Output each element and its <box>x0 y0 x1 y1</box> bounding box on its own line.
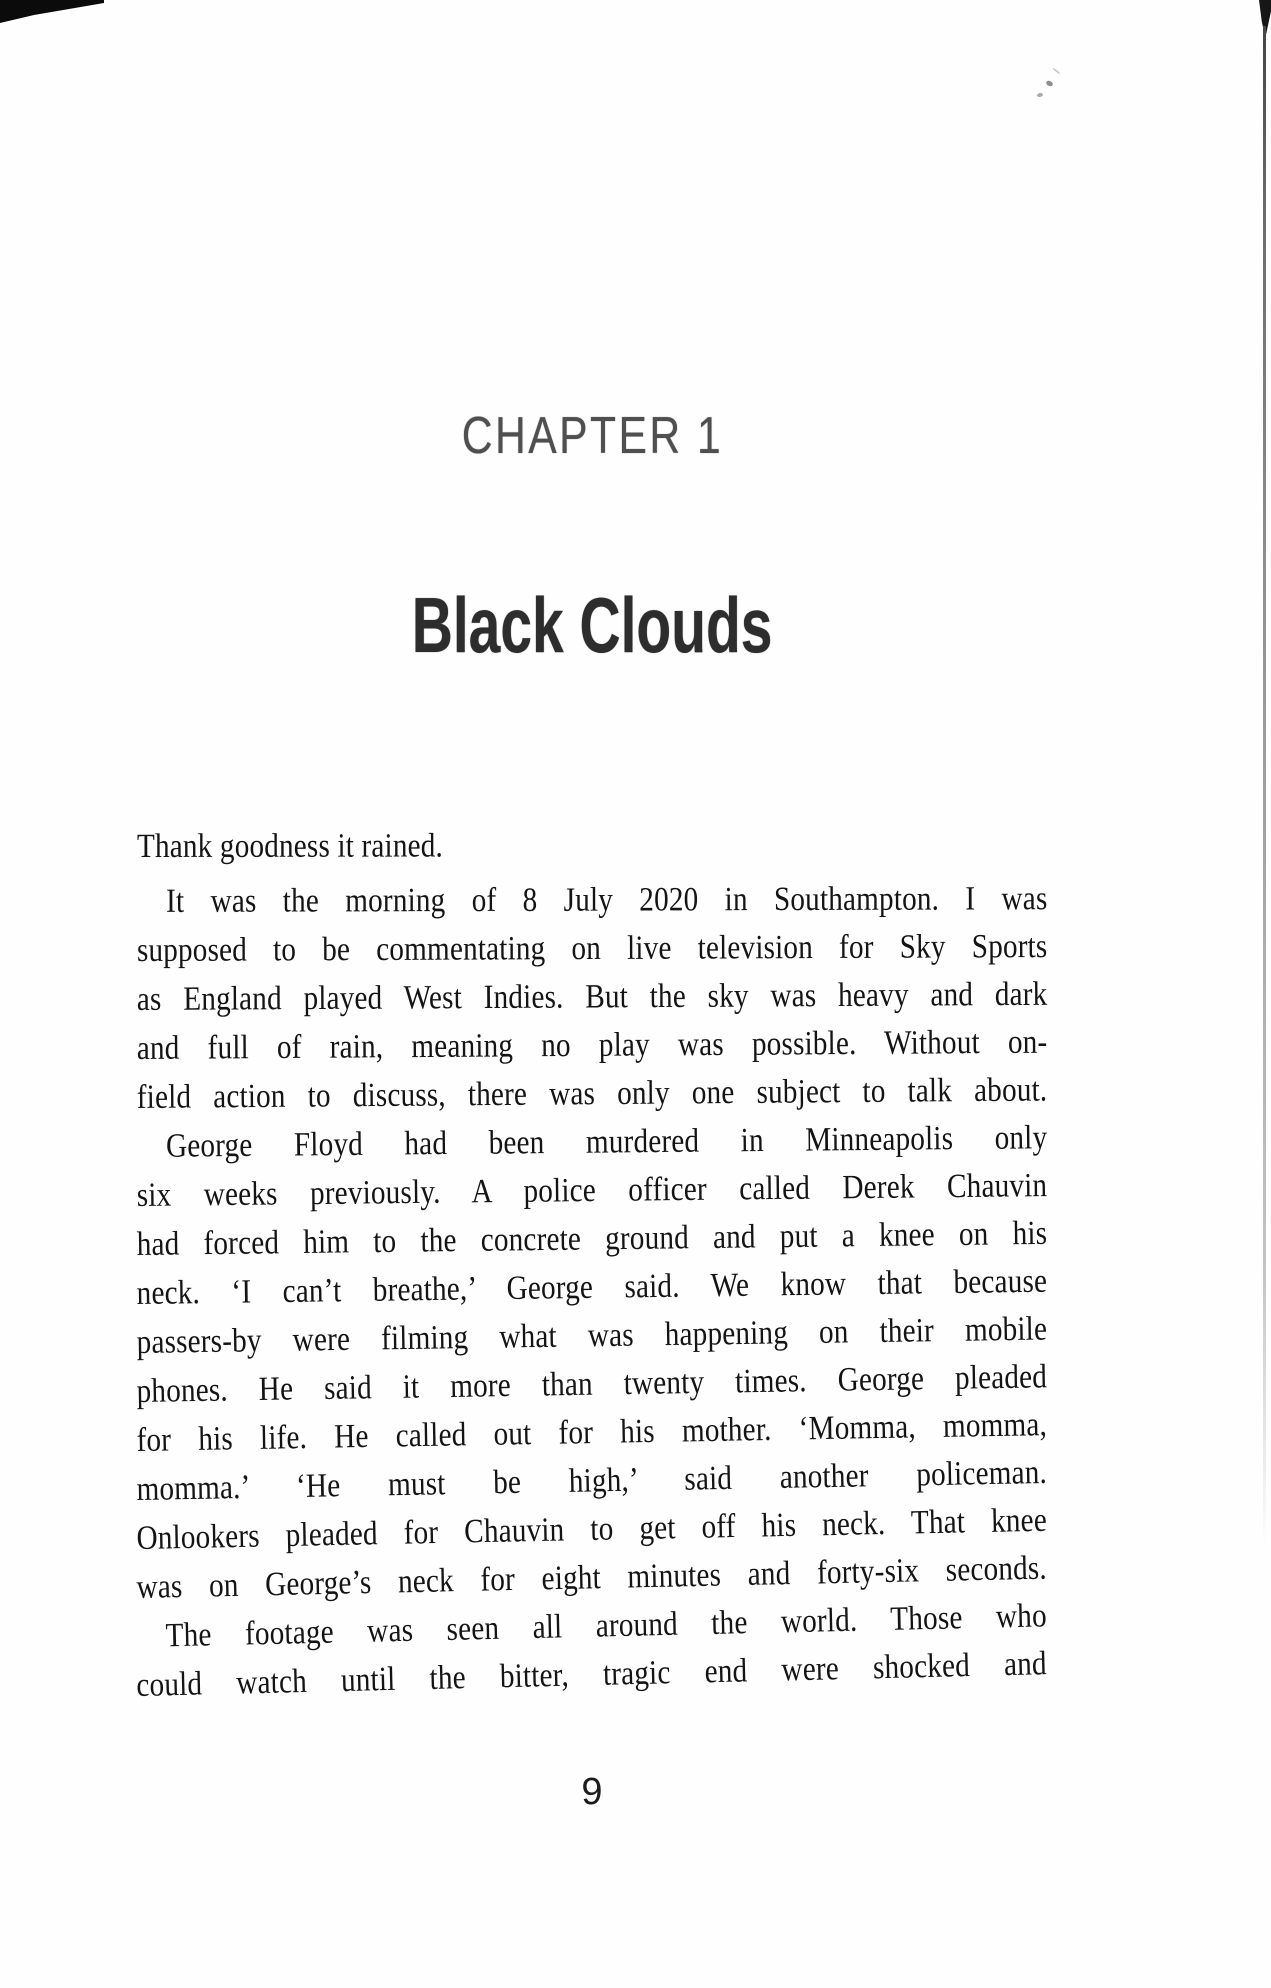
body-line: six weeks previously. A police officer called Derek Chauvin <box>136 1167 1048 1215</box>
body-line: Thank goodness it rained. <box>136 827 444 865</box>
scan-artifact-page-edge-line <box>1263 26 1266 1546</box>
body-line: as England played West Indies. But the sky was heavy and dark <box>136 975 1048 1019</box>
scan-artifact-corner-top-left <box>0 0 110 24</box>
body-line: and full of rain, meaning no play was possible. Without on- <box>136 1023 1048 1068</box>
scan-artifact-speck <box>1037 92 1044 97</box>
scan-artifact-speck <box>1052 67 1060 74</box>
body-line: passers-by were filming what was happening on their mobile <box>136 1310 1048 1362</box>
chapter-title-heading <box>137 581 1047 669</box>
chapter-number-heading <box>137 407 1047 465</box>
body-line: supposed to be commentating on live television for Sky Sports <box>136 928 1048 970</box>
body-line: George Floyd had been murdered in Minneapolis only <box>165 1119 1048 1165</box>
body-line: The footage was seen all around the world. Those who <box>165 1597 1048 1655</box>
body-line: Onlookers pleaded for Chauvin to get off his neck. That knee <box>136 1501 1048 1558</box>
body-line: for his life. He called out for his mother. ‘Momma, momma, <box>136 1406 1048 1460</box>
chapter-title-text: Black Clouds <box>411 581 773 669</box>
body-line: was on George’s neck for eight minutes and forty-six seconds. <box>136 1549 1048 1607</box>
body-line: momma.’ ‘He must be high,’ said another policeman. <box>136 1453 1048 1509</box>
body-line: phones. He said it more than twenty times. George pleaded <box>136 1358 1048 1411</box>
body-text <box>137 822 1197 1710</box>
body-line: It was the morning of 8 July 2020 in Southampton. I was <box>166 880 1048 920</box>
body-line: had forced him to the concrete ground and put a knee on his <box>136 1214 1048 1264</box>
body-line: could watch until the bitter, tragic end were shocked and <box>135 1645 1048 1705</box>
chapter-number-text: CHAPTER 1 <box>461 407 723 465</box>
scan-artifact-speck <box>1045 80 1053 87</box>
page-number: 9 <box>581 1771 603 1813</box>
body-line: field action to discuss, there was only one subject to talk about. <box>136 1071 1048 1117</box>
body-line: neck. ‘I can’t breathe,’ George said. We know that because <box>136 1262 1048 1313</box>
